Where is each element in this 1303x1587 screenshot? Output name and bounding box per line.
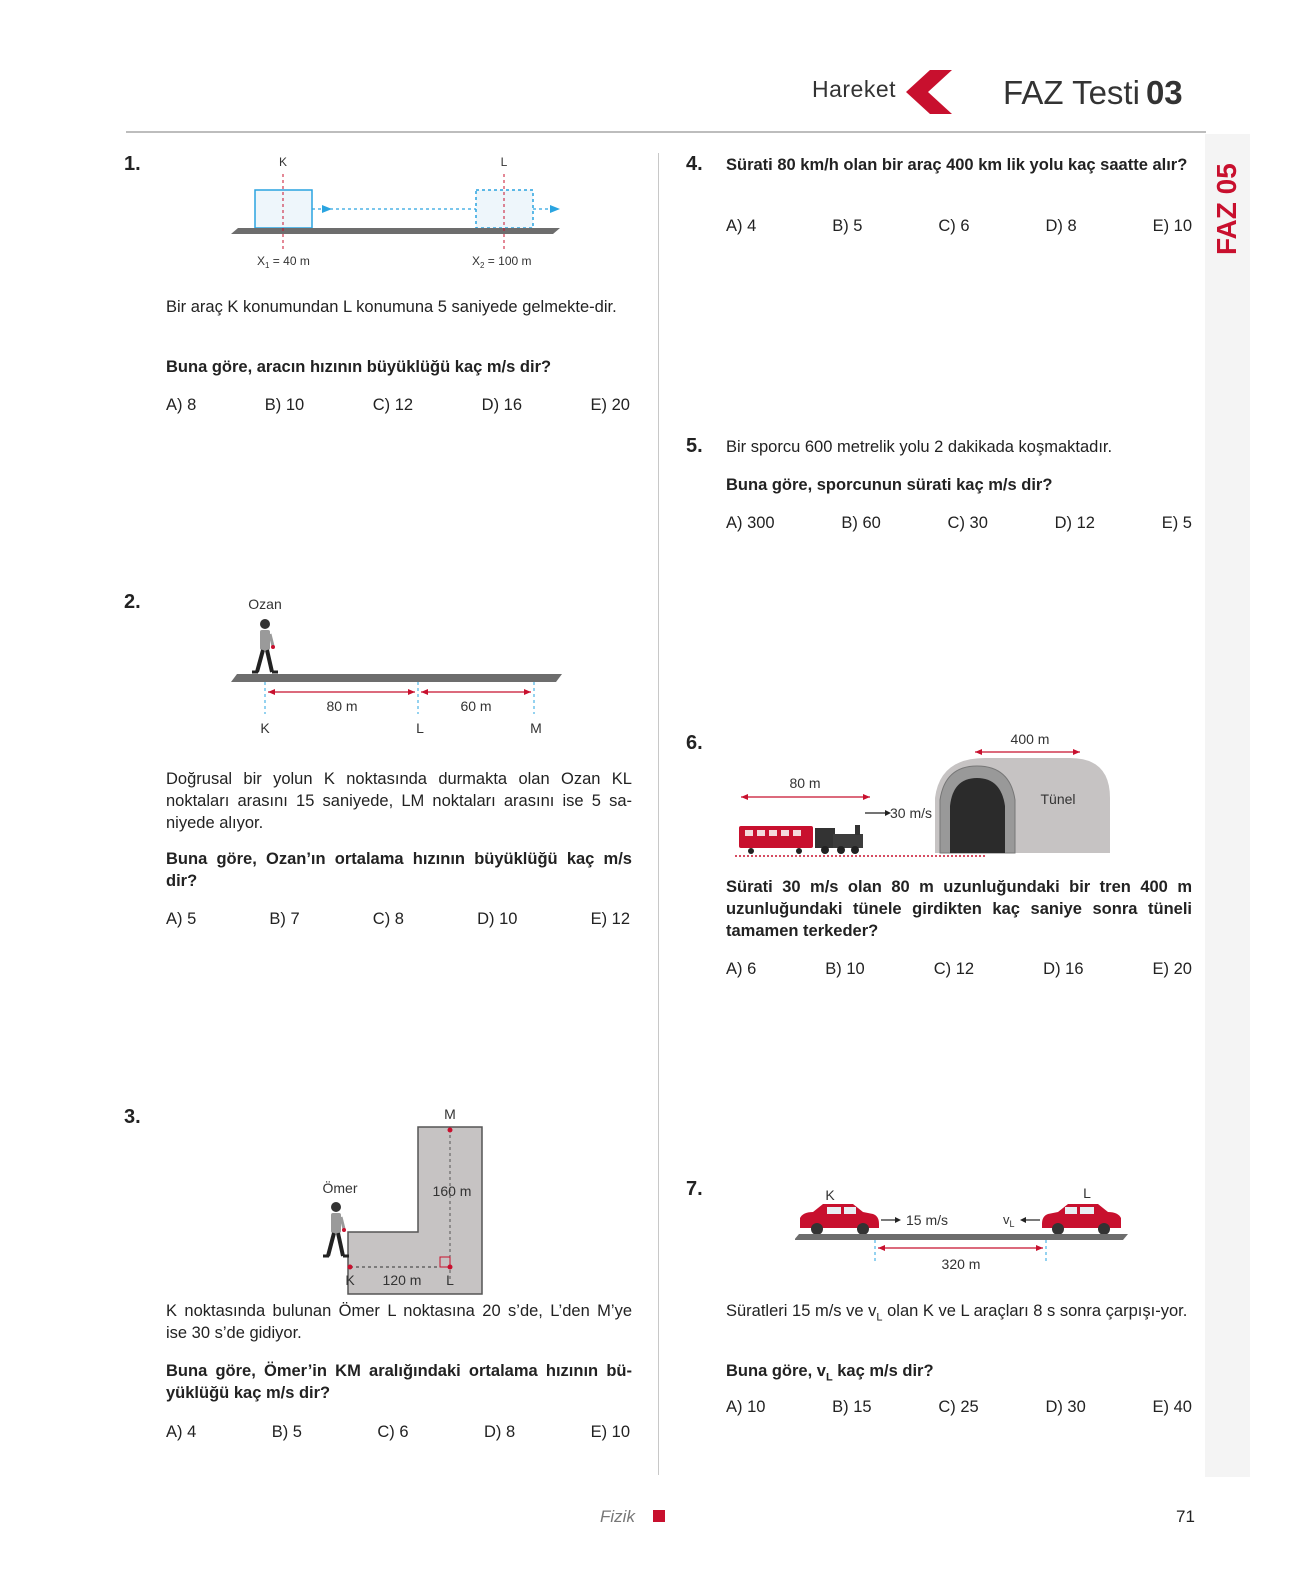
option-d[interactable]: D) 12	[1054, 514, 1095, 532]
option-b[interactable]: B) 10	[825, 960, 865, 978]
option-e[interactable]: E) 10	[590, 1423, 630, 1441]
option-e[interactable]: E) 12	[590, 910, 630, 928]
question-number: 3.	[124, 1106, 141, 1128]
question-prompt: Buna göre, sporcunun sürati kaç m/s dir?	[726, 476, 1053, 494]
footer-square-icon	[653, 1510, 665, 1522]
question-number: 4.	[686, 153, 703, 175]
option-d[interactable]: D) 10	[477, 910, 518, 928]
car-l-icon	[1042, 1204, 1121, 1235]
q3-figure	[300, 1104, 510, 1304]
option-d[interactable]: D) 16	[1043, 960, 1084, 978]
answer-options	[166, 396, 630, 415]
q2-figure	[230, 594, 610, 744]
speed-l-label: $v_L$	[1003, 1212, 1015, 1229]
svg-text:M: M	[530, 720, 542, 736]
svg-text:K: K	[260, 720, 270, 736]
option-b[interactable]: B) 15	[832, 1398, 872, 1416]
question-prompt: Buna göre, aracın hızının büyüklüğü kaç m/s dir?	[166, 358, 552, 376]
label-x2: $X_2 = 100$ m	[472, 254, 532, 270]
question-prompt: Buna göre, Ozan’ın ortalama hızının büyüklüğü kaç m/s dir?	[166, 850, 632, 890]
svg-text:320 m: 320 m	[941, 1256, 981, 1272]
option-d[interactable]: D) 8	[483, 1423, 516, 1441]
question-body: Doğrusal bir yolun K noktasında durmakta olan Ozan KL noktaları arasını 15 saniyede, LM noktaları arasını ise 5 sa-niyede alıyor.	[166, 770, 632, 832]
svg-text:L: L	[446, 1272, 454, 1288]
option-d[interactable]: D) 8	[1045, 217, 1077, 235]
column-divider	[658, 153, 659, 1475]
option-a[interactable]: A) 6	[726, 960, 757, 978]
question-prompt: Sürati 80 km/h olan bir araç 400 km lik yolu kaç saatte alır?	[726, 156, 1188, 174]
option-a[interactable]: A) 5	[166, 910, 197, 928]
option-a[interactable]: A) 10	[726, 1398, 766, 1416]
walking-person-icon	[323, 1202, 349, 1256]
svg-text:400 m: 400 m	[1010, 731, 1050, 747]
page-number: 71	[1176, 1507, 1195, 1526]
car-k-icon	[800, 1204, 879, 1235]
header-rule	[126, 131, 1206, 133]
sidebar-strip	[1205, 134, 1250, 1477]
label-k: K	[278, 155, 288, 169]
road	[795, 1234, 1128, 1240]
option-c[interactable]: C) 6	[938, 217, 970, 235]
road	[231, 228, 560, 234]
option-c[interactable]: C) 8	[372, 910, 404, 928]
svg-text:80 m: 80 m	[789, 775, 821, 791]
svg-text:60 m: 60 m	[460, 698, 492, 714]
option-e[interactable]: E) 20	[1152, 960, 1192, 978]
person-name: Ömer	[322, 1180, 358, 1196]
answer-options	[726, 217, 1192, 236]
option-c[interactable]: C) 12	[933, 960, 975, 978]
question-number: 2.	[124, 591, 141, 613]
svg-text:30 m/s: 30 m/s	[889, 805, 933, 821]
option-b[interactable]: B) 60	[841, 514, 881, 532]
option-d[interactable]: D) 30	[1045, 1398, 1086, 1416]
tunnel-opening	[950, 778, 1005, 853]
question-body: K noktasında bulunan Ömer L noktasına 20 s’de, L’den M’ye ise 30 s’de gidiyor.	[166, 1302, 632, 1342]
svg-text:80 m: 80 m	[326, 698, 358, 714]
svg-text:15 m/s: 15 m/s	[905, 1212, 949, 1228]
option-b[interactable]: B) 10	[264, 396, 305, 414]
answer-options	[726, 514, 1192, 533]
q6-figure	[725, 728, 1125, 863]
option-a[interactable]: A) 300	[726, 514, 775, 532]
footer-subject: Fizik	[600, 1507, 635, 1526]
question-body: Süratleri 15 m/s ve $v_L$ olan K ve L araçları 8 s sonra çarpışı-yor.	[726, 1302, 1188, 1324]
train-icon	[739, 825, 863, 854]
question-prompt: Sürati 30 m/s olan 80 m uzunluğundaki bir tren 400 m uzunluğundaki tünele girdikten kaç saniye sonra tüneli tamamen terkeder?	[726, 878, 1192, 940]
question-number: 1.	[124, 153, 141, 175]
sidebar-label	[1208, 150, 1248, 260]
answer-options	[166, 910, 630, 929]
option-b[interactable]: B) 5	[832, 217, 863, 235]
q1-figure	[230, 150, 610, 280]
l-shaped-area	[348, 1127, 482, 1294]
svg-text:K: K	[825, 1187, 835, 1203]
question-number: 5.	[686, 435, 703, 457]
svg-text:160 m: 160 m	[432, 1183, 472, 1199]
svg-text:M: M	[444, 1106, 456, 1122]
option-b[interactable]: B) 7	[269, 910, 300, 928]
question-body: Bir araç K konumundan L konumuna 5 saniyede gelmekte-dir.	[166, 298, 617, 316]
page-title: FAZ Testi 03	[1003, 74, 1183, 111]
option-c[interactable]: C) 30	[947, 514, 988, 532]
answer-options	[726, 1398, 1192, 1417]
svg-text:L: L	[416, 720, 424, 736]
question-number: 6.	[686, 732, 703, 754]
question-prompt: Buna göre, Ömer’in KM aralığındaki ortalama hızının bü-yüklüğü kaç m/s dir?	[166, 1362, 632, 1402]
road	[231, 674, 562, 682]
tunnel-label: Tünel	[1040, 791, 1076, 807]
question-body: Bir sporcu 600 metrelik yolu 2 dakikada koşmaktadır.	[726, 438, 1113, 456]
option-a[interactable]: A) 4	[166, 1423, 197, 1441]
option-e[interactable]: E) 10	[1152, 217, 1192, 235]
option-a[interactable]: A) 4	[726, 217, 757, 235]
label-l: L	[500, 155, 508, 169]
question-number: 7.	[686, 1178, 703, 1200]
section-title: Hareket	[812, 76, 897, 102]
option-a[interactable]: A) 8	[166, 396, 197, 414]
option-b[interactable]: B) 5	[271, 1423, 302, 1441]
svg-text:K: K	[345, 1272, 355, 1288]
option-e[interactable]: E) 40	[1152, 1398, 1192, 1416]
person-name: Ozan	[248, 596, 282, 612]
answer-options	[166, 1423, 630, 1442]
option-e[interactable]: E) 5	[1161, 514, 1192, 532]
option-c[interactable]: C) 6	[377, 1423, 409, 1441]
question-prompt: Buna göre, $v_L$ kaç m/s dir?	[726, 1362, 934, 1384]
chevron-logo-icon	[904, 68, 954, 116]
svg-text:FAZ 05: FAZ 05	[1211, 163, 1242, 255]
svg-text:L: L	[1083, 1185, 1091, 1201]
walking-person-icon	[252, 619, 278, 672]
svg-text:120 m: 120 m	[382, 1272, 422, 1288]
option-c[interactable]: C) 25	[938, 1398, 979, 1416]
q7-figure	[795, 1182, 1130, 1277]
option-d[interactable]: D) 16	[481, 396, 523, 414]
answer-options	[726, 960, 1192, 979]
option-e[interactable]: E) 20	[590, 396, 630, 414]
option-c[interactable]: C) 12	[372, 396, 414, 414]
label-x1: $X_1 = 40$ m	[257, 254, 310, 270]
